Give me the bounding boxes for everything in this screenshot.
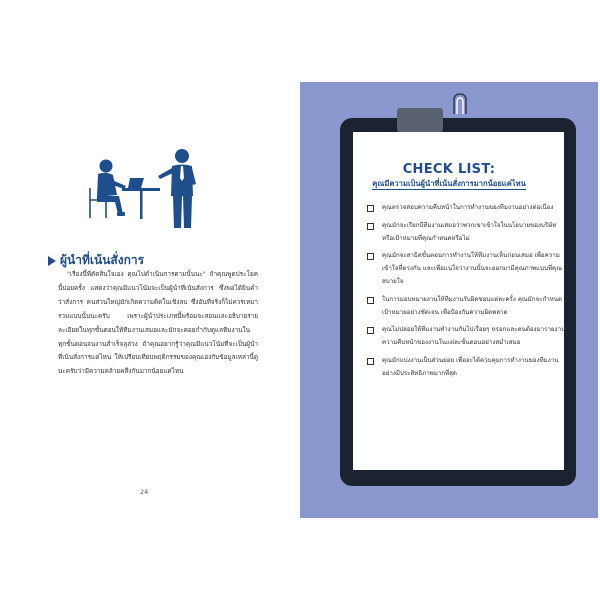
page-number: 24 xyxy=(140,488,149,496)
checkbox-icon[interactable] xyxy=(367,205,374,212)
checklist-item xyxy=(367,250,567,288)
checklist-item-text: คุณไม่ปล่อยให้ทีมงานทำงานกันไปเรื่อยๆ หรอกและคนต้องมารายงานความคืบหน้าของงานในแต่ละขั้นตอนอย่างสม่ำเสมอ xyxy=(382,326,566,347)
checklist-item xyxy=(367,220,567,246)
checklist-item-text: คุณมักจะสาธิตขั้นตอนการทำงานให้ทีมงานเห็นก่อนเสมอ เพื่อความเข้าใจที่ตรงกัน และเพื่อแน่ใจว่างานนั้นจะออกมามีคุณภาพแบบที่คุณสบายใจ xyxy=(382,252,562,285)
checklist-item xyxy=(367,355,567,381)
checklist-item-text: คุณมักจะเรียกบีทีมงานเสมอว่าพวกเขาเข้าใจในนโยบายของบริษัท หรือเป้าหมายที่คุณกำหนดหรือไม่ xyxy=(382,221,557,242)
checklist-title: CHECK LIST: xyxy=(402,162,496,177)
checkbox-icon[interactable] xyxy=(367,223,374,230)
checkbox-icon[interactable] xyxy=(367,297,374,304)
checklist-subtitle xyxy=(300,178,598,190)
heading-text: ผู้นำที่เน้นสั่งการ xyxy=(60,253,145,267)
checkbox-icon[interactable] xyxy=(367,358,374,365)
checklist-item-text: ในการมอบหมายงานให้ทีมงานรับผิดชอบแต่ละครั้ง คุณมักจะกำหนดเป้าหมายอย่างชัดเจน เพื่อป้องกันความผิดพลาด xyxy=(382,295,562,316)
checklist-item xyxy=(367,324,567,350)
body-paragraph xyxy=(58,268,258,379)
checklist-items xyxy=(367,202,567,386)
right-page xyxy=(300,82,598,518)
checkbox-icon[interactable] xyxy=(367,327,374,334)
businessmen-illustration-icon xyxy=(84,144,214,230)
checklist-item-text: คุณมักแบ่งงานเป็นส่วนย่อย เพื่อจะได้ควบคุมการทำงานของทีมงานอย่างมีประสิทธิภาพมากที่สุด xyxy=(382,356,559,377)
checklist-item-text: คุณตรวจสอบความคืบหน้าในการทำงานของทีมงานอย่างต่อเนื่อง xyxy=(382,204,554,211)
binder-clip-wire-icon xyxy=(450,92,470,114)
checklist-item xyxy=(367,202,567,215)
checkbox-icon[interactable] xyxy=(367,253,374,260)
checklist-item xyxy=(367,294,567,320)
triangle-arrow-icon xyxy=(48,256,56,266)
binder-clip-icon xyxy=(397,108,443,132)
checklist-subtitle-text: คุณมีความเป็นผู้นำที่เน้นสั่งการมากน้อยแค่ไหน xyxy=(372,179,526,188)
body-paragraph-text: "เรื่องนี้พี่ตัดสินใจเอง คุณไปดำเนินการตามนั้นนะ" ถ้าคุณพูดประโยคนี้บ่อยครั้ง แสดงว่าคุณมีแนวโน้มจะเป็นผู้นำที่เน้นสั่งการ ซึ่งพอได้ยินคำว่าสั่งการ คนส่วนใหญ่มักเกิดความคิดในเชิงลบ ซึ่งอันที่จริงก็ไม่ควรเหมารวมแบบนั้นนะครับ เพราะผู้นำประเภทนี้พร้อมจะสอนและอธิบายรายละเอียดในทุกขั้นตอนให้ทีมงานเสมอและมักจะคอยกำกับดูแลทีมงานในทุกขั้นตอนจนงานสำเร็จลุล่วง ถ้าคุณอยากรู้ว่าคุณมีแนวโน้มที่จะเป็นผู้นำที่เน้นสั่งการแค่ไหน ให้เปรียบเทียบพฤติกรรมของคุณเองกับข้อมูลเหล่านี้ดูนะครับว่ามีความคล้ายคลึงกันมากน้อยแค่ไหน xyxy=(58,270,258,376)
